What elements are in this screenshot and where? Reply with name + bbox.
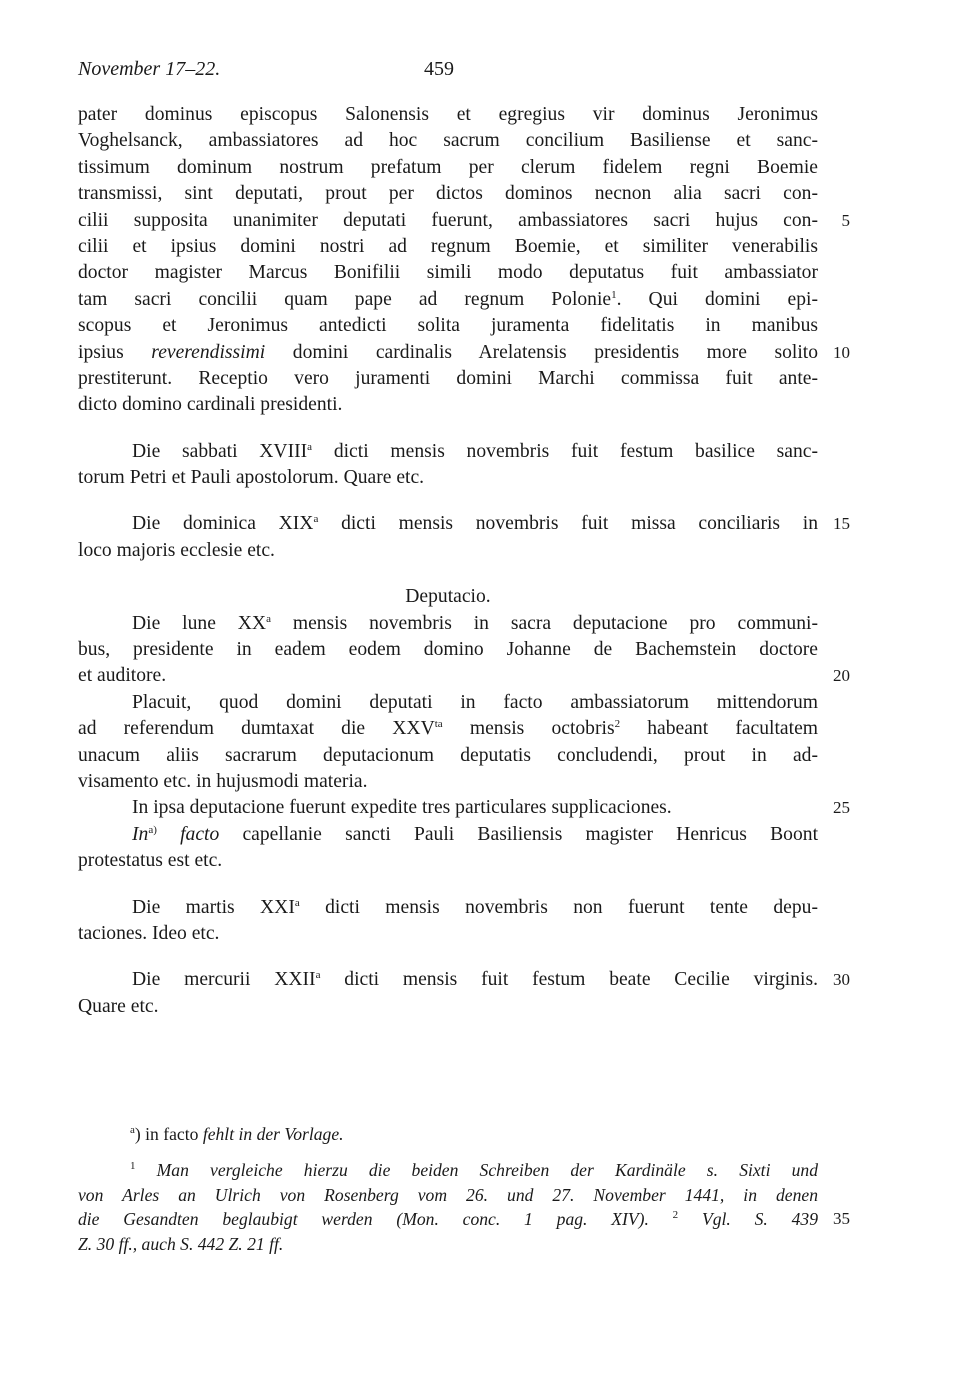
- text-line: Quare etc.: [78, 995, 159, 1017]
- text-line: [78, 895, 818, 921]
- line-number: 15: [833, 514, 850, 534]
- text-span: Vgl. S. 439: [701, 1209, 819, 1230]
- paragraph-gap: [78, 491, 818, 511]
- text-line: taciones. Ideo etc.: [78, 922, 220, 944]
- paragraph-gap: [78, 564, 818, 584]
- paragraph-gap: [78, 419, 818, 439]
- text-span: Die dominica XIX: [132, 513, 314, 535]
- text-span: dicti mensis novembris non fuerunt tente depu-: [325, 896, 818, 918]
- text-line: unacum aliis sacrarum deputacionum deputatis concludendi, prout in ad-: [78, 744, 818, 766]
- text-span: die Gesandten beglaubigt werden (Mon. conc. 1 pag. XIV).: [78, 1209, 649, 1230]
- text-span: Man vergleiche hierzu die beiden Schreiben der Kardinäle s. Sixti und: [156, 1160, 818, 1181]
- footnote-2: [673, 1209, 818, 1229]
- text-span: Die lune XX: [132, 612, 267, 634]
- text-line: pater dominus episcopus Salonensis et egregius vir dominus Jeronimus: [78, 104, 818, 125]
- line-number: 30: [833, 970, 850, 990]
- italic-word: facto: [180, 823, 220, 845]
- text-line: torum Petri et Pauli apostolorum. Quare etc.: [78, 467, 425, 489]
- text-line: [78, 511, 850, 537]
- footnote-line: [78, 1158, 818, 1182]
- text-line: visamento etc. in hujusmodi materia.: [78, 770, 368, 792]
- paragraph-gap: [78, 947, 818, 967]
- text-line: [78, 287, 818, 313]
- text-span: habeant facultatem: [647, 718, 819, 740]
- main-text: [78, 102, 850, 1020]
- superscript: a: [294, 896, 300, 909]
- text-span: tam sacri concilii quam pape ad regnum Polonie: [78, 288, 612, 310]
- footnote-line: [78, 1207, 850, 1231]
- text-line: [78, 967, 850, 993]
- text-span: Die martis XXI: [132, 896, 295, 918]
- text-span: ipsius: [78, 341, 124, 363]
- text-line: dicto domino cardinali presidenti.: [78, 394, 343, 416]
- text-line: scopus et Jeronimus antedicti solita juramenta fidelitatis in manibus: [78, 315, 818, 337]
- text-line: tissimum dominum nostrum prefatum per clerum fidelem regni Boemie: [78, 156, 818, 178]
- text-span: et auditore.: [78, 665, 167, 687]
- line-number: 35: [833, 1209, 850, 1229]
- text-line: [78, 716, 818, 742]
- footnote-line: von Arles an Ulrich von Rosenberg vom 26. und 27. November 1441, in denen: [78, 1184, 818, 1205]
- text-span: mensis novembris in sacra deputacione pro communi-: [292, 612, 818, 634]
- superscript: a: [315, 969, 321, 982]
- text-line: [78, 795, 850, 821]
- text-span: Die mercurii XXII: [132, 969, 316, 991]
- text-line: transmissi, sint deputati, prout per dictos dominos necnon alia sacri con-: [78, 183, 818, 205]
- apparatus-mark: a: [130, 1124, 135, 1136]
- superscript: ta: [434, 718, 443, 731]
- text-line: prestiterunt. Receptio vero juramenti domini Marchi commissa fuit ante-: [78, 367, 818, 389]
- text-span: cilii supposita unanimiter deputati fuerunt, ambassiatores sacri hujus con-: [78, 209, 818, 231]
- line-number: 10: [833, 342, 850, 362]
- text-line: [78, 822, 818, 848]
- line-number: 20: [833, 666, 850, 686]
- text-line: Placuit, quod domini deputati in facto ambassiatorum mittendorum: [132, 691, 818, 713]
- italic-word: reverendissimi: [151, 341, 266, 363]
- page-number: 459: [424, 58, 454, 80]
- apparatus-ref: a): [148, 823, 157, 836]
- running-head: November 17–22.: [78, 58, 221, 80]
- apparatus-note: [78, 1122, 818, 1146]
- text-line: [78, 340, 850, 366]
- text-span: ) in facto: [134, 1124, 199, 1144]
- footnote-mark: 2: [672, 1209, 679, 1222]
- text-span: dicti mensis fuit festum beate Cecilie virginis.: [344, 969, 818, 991]
- text-span: ad referendum dumtaxat die XXV: [78, 718, 435, 740]
- text-line: doctor magister Marcus Bonifilii simili modo deputatus fuit ambassiator: [78, 262, 818, 284]
- text-span: dicti mensis novembris fuit missa conciliaris in: [341, 513, 818, 535]
- section-heading: Deputacio.: [405, 586, 491, 608]
- footnote-mark: 1: [130, 1160, 136, 1173]
- italic-word: In: [132, 823, 149, 845]
- paragraph-gap: [78, 875, 818, 895]
- superscript: a: [266, 612, 271, 625]
- text-span: capellanie sancti Pauli Basiliensis magister Henricus Boont: [242, 823, 819, 845]
- text-line: [78, 611, 818, 637]
- note-gap: [78, 1146, 818, 1158]
- text-span: Die sabbati XVIII: [132, 440, 308, 462]
- text-line: bus, presidente in eadem eodem domino Johanne de Bachemstein doctore: [78, 639, 818, 661]
- text-span: . Qui domini epi-: [616, 288, 819, 310]
- text-span: domini cardinalis Arelatensis presidentis more solito: [292, 341, 818, 363]
- footnote-ref: 1: [611, 288, 617, 301]
- text-span: mensis octobris: [469, 718, 615, 740]
- text-line: [78, 208, 850, 234]
- text-line: cilii et ipsius domini nostri ad regnum Boemie, et similiter venerabilis: [78, 235, 818, 257]
- line-number: 5: [841, 210, 850, 230]
- page-header: [78, 58, 818, 88]
- superscript: a: [307, 440, 313, 453]
- text-line: loco majoris ecclesie etc.: [78, 539, 275, 561]
- line-number: 25: [833, 798, 850, 818]
- footnote-line: Z. 30 ff., auch S. 442 Z. 21 ff.: [78, 1233, 284, 1254]
- text-span: In ipsa deputacione fuerunt expedite tres particulares supplicaciones.: [132, 797, 672, 819]
- footnotes: [78, 1122, 850, 1256]
- italic-text: fehlt in der Vorlage.: [202, 1124, 344, 1144]
- text-line: protestatus est etc.: [78, 850, 223, 872]
- text-line: [78, 663, 850, 689]
- text-span: dicti mensis novembris fuit festum basilice sanc-: [333, 440, 818, 462]
- text-line: Voghelsanck, ambassiatores ad hoc sacrum concilium Basiliense et sanc-: [78, 130, 818, 152]
- text-line: [78, 439, 818, 465]
- footnote-ref: 2: [614, 718, 621, 731]
- superscript: a: [313, 513, 319, 526]
